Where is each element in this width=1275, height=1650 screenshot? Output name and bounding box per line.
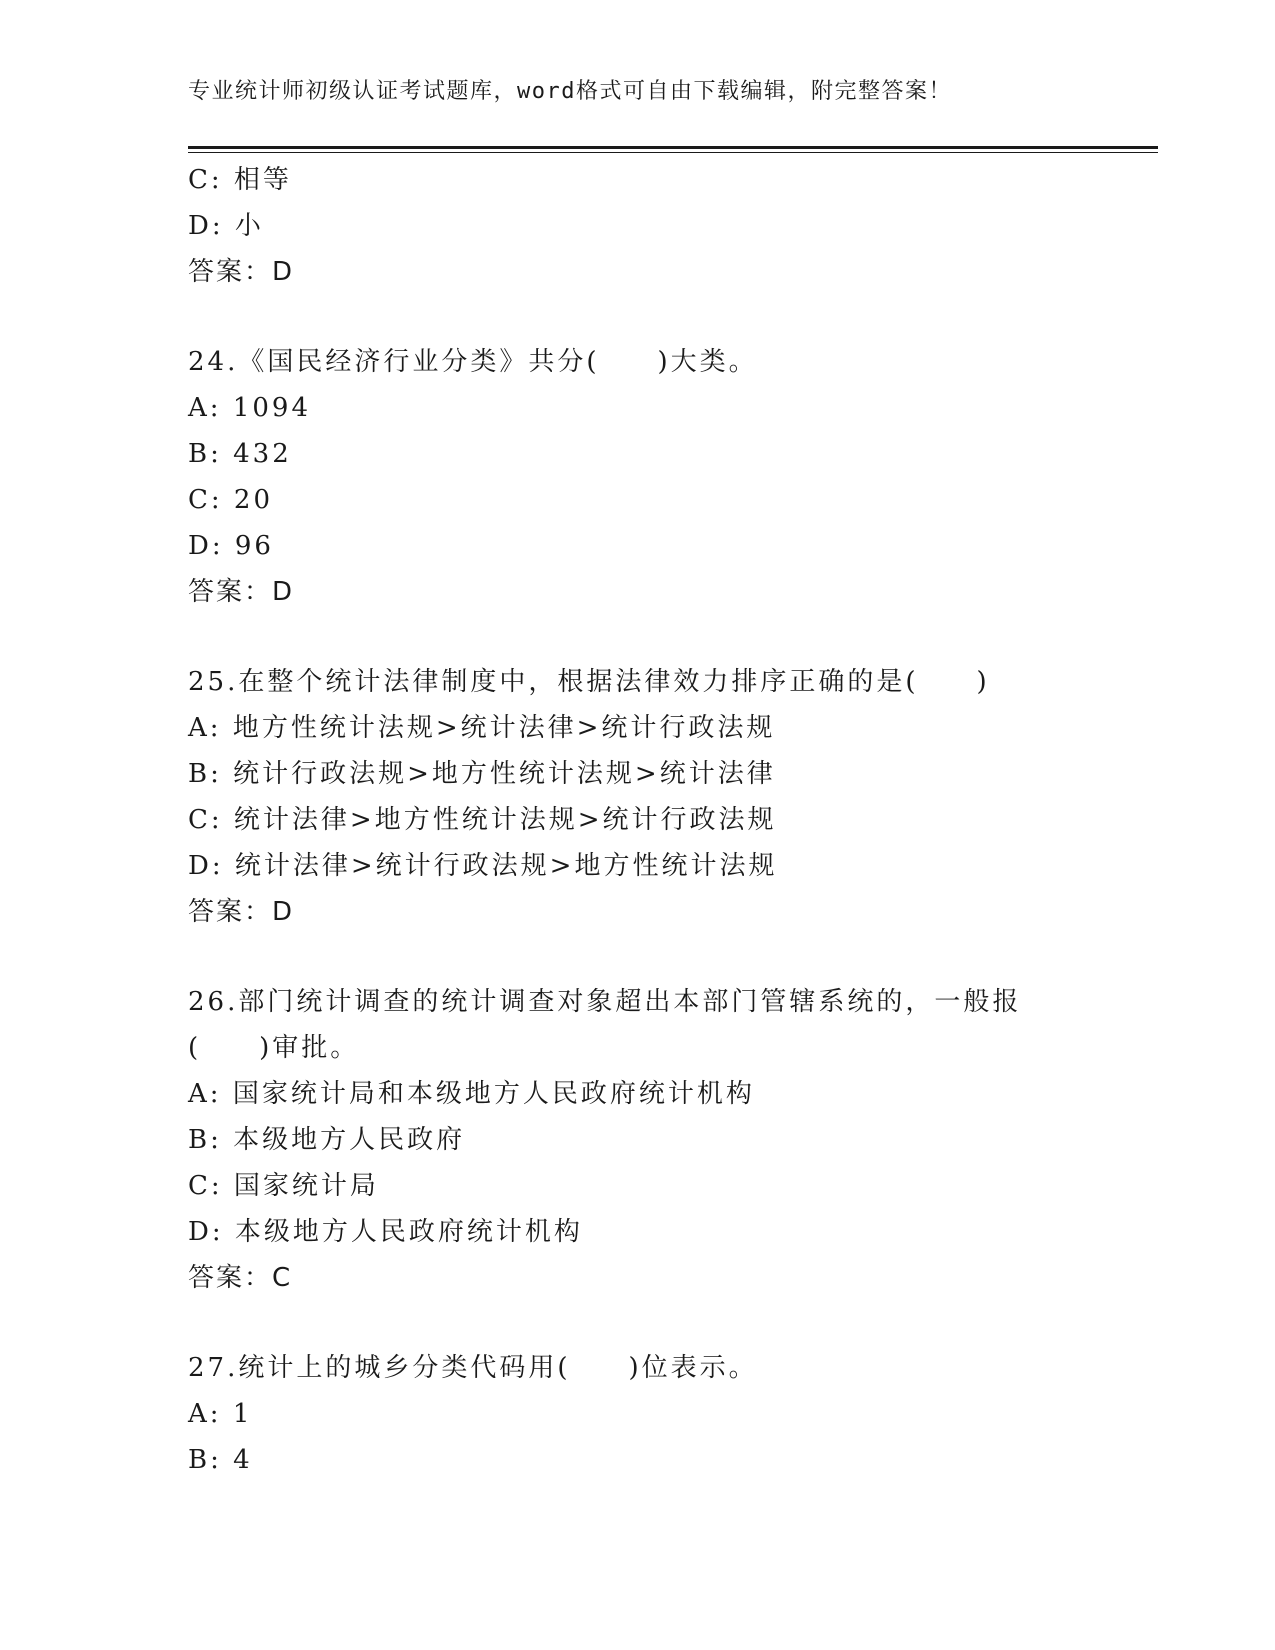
page-header: 专业统计师初级认证考试题库，word格式可自由下载编辑，附完整答案！ — [188, 79, 952, 104]
header-divider-thick — [188, 146, 1158, 149]
option-a — [188, 385, 1068, 431]
option-c — [188, 797, 1068, 843]
header-divider-thin — [188, 152, 1158, 153]
option-letter: A: — [188, 1399, 222, 1429]
option-text: 国家统计局和本级地方人民政府统计机构 — [232, 1079, 755, 1109]
answer-line — [188, 1255, 1068, 1301]
option-letter: A: — [188, 1079, 222, 1109]
answer-line — [188, 569, 1068, 615]
option-letter: B: — [188, 439, 222, 469]
option-c — [188, 157, 1068, 203]
option-text: 96 — [234, 531, 274, 561]
question-list — [188, 157, 1068, 1483]
question-stem-continued: ( )审批。 — [188, 1033, 360, 1063]
option-text: 20 — [233, 485, 274, 515]
option-text: 相等 — [233, 165, 292, 195]
option-letter: C: — [188, 1171, 223, 1201]
option-d — [188, 523, 1068, 569]
option-letter: D: — [188, 851, 224, 881]
option-letter: B: — [188, 1445, 222, 1475]
option-d — [188, 843, 1068, 889]
option-text: 1 — [232, 1399, 253, 1429]
option-letter: C: — [188, 805, 223, 835]
option-text: 统计法律>地方性统计法规>统计行政法规 — [233, 805, 777, 835]
answer-line — [188, 889, 1068, 935]
option-letter: D: — [188, 1217, 224, 1247]
option-a — [188, 705, 1068, 751]
option-text: 本级地方人民政府 — [233, 1125, 466, 1155]
answer-value: D — [272, 897, 295, 927]
option-d — [188, 1209, 1068, 1255]
answer-value: C — [272, 1263, 293, 1293]
option-d — [188, 203, 1068, 249]
option-letter: D: — [188, 211, 224, 241]
option-b — [188, 1117, 1068, 1163]
option-text: 小 — [234, 211, 264, 241]
option-letter: B: — [188, 759, 222, 789]
option-b — [188, 1437, 1068, 1483]
option-text: 统计法律>统计行政法规>地方性统计法规 — [234, 851, 778, 881]
answer-label: 答案： — [188, 897, 273, 927]
option-a — [188, 1391, 1068, 1437]
option-text: 统计行政法规>地方性统计法规>统计法律 — [233, 759, 776, 789]
question-stem: 27.统计上的城乡分类代码用( )位表示。 — [188, 1353, 758, 1383]
answer-line — [188, 249, 1068, 295]
option-text: 本级地方人民政府统计机构 — [234, 1217, 583, 1247]
option-letter: B: — [188, 1125, 222, 1155]
option-text: 432 — [233, 439, 292, 469]
option-text: 1094 — [232, 393, 311, 423]
option-text: 4 — [233, 1445, 253, 1475]
option-b — [188, 751, 1068, 797]
answer-value: D — [272, 257, 295, 287]
option-text: 国家统计局 — [233, 1171, 379, 1201]
option-text: 地方性统计法规>统计法律>统计行政法规 — [232, 713, 776, 743]
option-letter: C: — [188, 485, 223, 515]
option-letter: A: — [188, 393, 222, 423]
question-stem: 24.《国民经济行业分类》共分( )大类。 — [188, 347, 758, 377]
option-c — [188, 477, 1068, 523]
option-letter: A: — [188, 713, 222, 743]
option-c — [188, 1163, 1068, 1209]
question-stem: 25.在整个统计法律制度中，根据法律效力排序正确的是( ) — [188, 667, 990, 697]
answer-label: 答案： — [188, 577, 273, 607]
option-b — [188, 431, 1068, 477]
option-a — [188, 1071, 1068, 1117]
answer-value: D — [272, 577, 295, 607]
option-letter: C: — [188, 165, 223, 195]
answer-label: 答案： — [188, 1263, 273, 1293]
answer-label: 答案： — [188, 257, 273, 287]
option-letter: D: — [188, 531, 224, 561]
question-stem: 26.部门统计调查的统计调查对象超出本部门管辖系统的，一般报 — [188, 987, 1022, 1017]
